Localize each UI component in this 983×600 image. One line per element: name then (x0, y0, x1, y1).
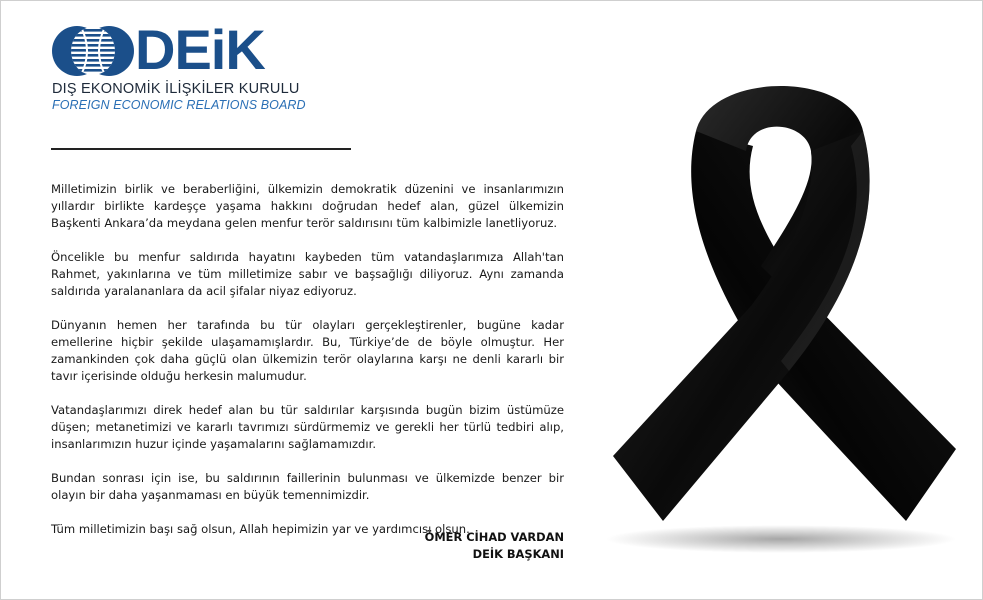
board-name-tr: DIŞ EKONOMİK İLİŞKİLER KURULU (52, 81, 300, 97)
message-paragraph: Vatandaşlarımızı direk hedef alan bu tür saldırılar karşısında bugün bizim üstümüze düşen; metanetimizi ve kararlı tavrımızı sürdürmemiz ve gerekli her türlü tedbiri alıp, insanlarımızın huzur içinde yaşamalarını sağlamamızdır. (51, 403, 564, 451)
message-paragraph: Tüm milletimizin başı sağ olsun, Allah hepimizin yar ve yardımcısı olsun. (51, 522, 470, 536)
deik-globe-icon (51, 25, 136, 77)
message-paragraph: Dünyanın hemen her tarafında bu tür olayları gerçekleştirenler, bugüne kadar emellerine hiçbir şekilde ulaşamamışlardır. Bu, Türkiye’de de böyle olmuştur. Her zamankinden çok daha güçlü olan ülkemizin terör olaylarına karşı ne denli kararlı bir tavır içerisinde olduğu herkesin malumudur. (51, 318, 564, 383)
message-paragraph: Milletimizin birlik ve beraberliğini, ülkemizin demokratik düzenini ve insanlarımızın yıllardır birlikte kardeşçe yaşama hakkını doğrudan hedef alan, güzel ülkemizin Başkenti Ankara’da meydana gelen menfur terör saldırısını tüm kalbimizle lanetliyoruz. (51, 182, 564, 230)
message-paragraph: Öncelikle bu menfur saldırıda hayatını kaybeden tüm vatandaşlarımıza Allah'tan Rahmet, yakınlarına ve tüm milletimize sabır ve başsağlığı diliyoruz. Aynı zamanda saldırıda yaralananlara da acil şifalar niyaz ediyoruz. (51, 250, 564, 298)
signature-title: DEİK BAŞKANI (472, 547, 564, 561)
message-body (51, 181, 564, 555)
header-divider (51, 148, 351, 150)
signature-block (301, 529, 564, 563)
board-name-en: FOREIGN ECONOMIC RELATIONS BOARD (52, 98, 306, 112)
black-mourning-ribbon-icon (601, 51, 961, 561)
signature-name: ÖMER CİHAD VARDAN (424, 530, 564, 544)
deik-wordmark: DEiK (135, 18, 265, 81)
message-paragraph: Bundan sonrası için ise, bu saldırının faillerinin bulunması ve ülkemizde benzer bir olayın bir daha yaşanmaması en büyük temennimizdir. (51, 471, 564, 502)
deik-logo (51, 18, 311, 120)
